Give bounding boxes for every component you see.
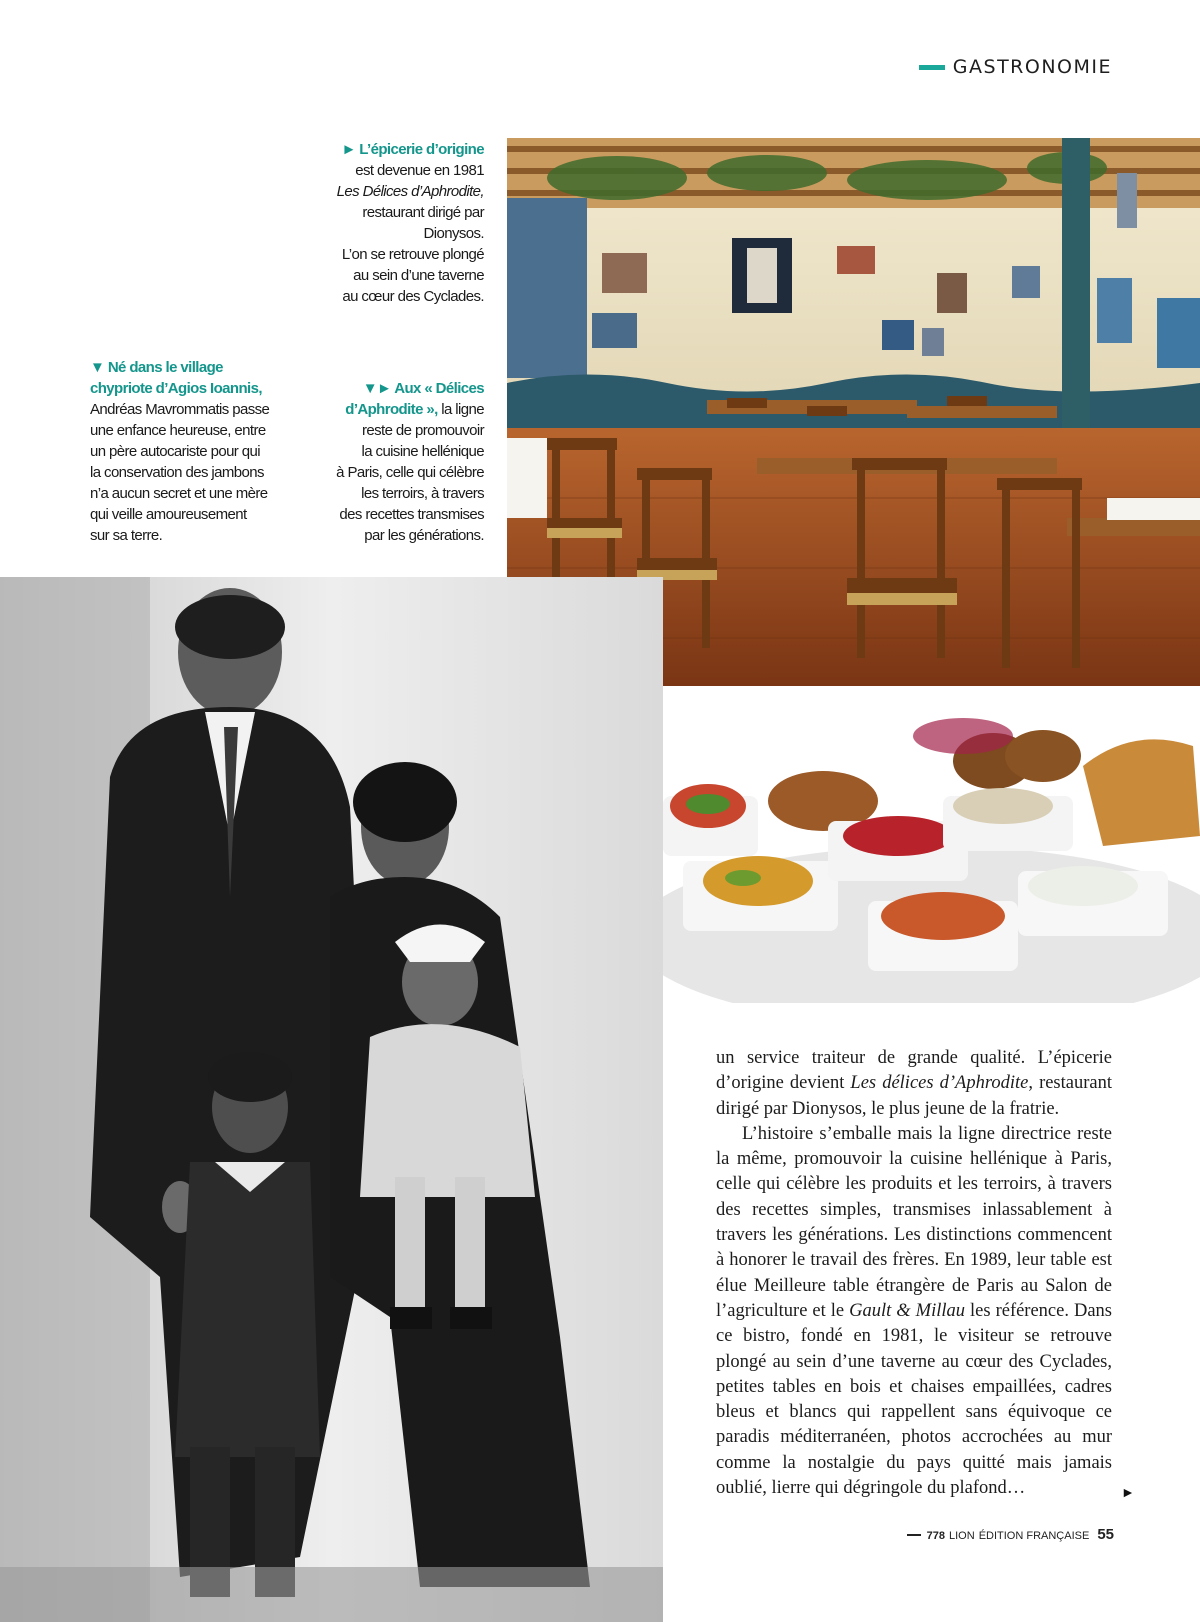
caption-line: les terroirs, à travers xyxy=(361,485,484,502)
issue-number: 778 xyxy=(926,1530,945,1542)
section-header xyxy=(919,56,1112,78)
mezze-photo xyxy=(663,686,1200,1003)
magazine-brand: LION xyxy=(949,1530,975,1542)
guide-name: Gault & Millau xyxy=(849,1300,966,1321)
caption-line: L’on se retrouve plongé xyxy=(341,246,484,263)
caption-line: la cuisine hellénique xyxy=(361,443,484,460)
article-paragraph xyxy=(716,1046,1112,1122)
caption-line: au cœur des Cyclades. xyxy=(342,288,484,305)
caption-delices-lead2: d’Aphrodite », xyxy=(345,401,438,418)
caption-line: un père autocariste pour qui xyxy=(90,443,260,460)
article-text: les référence. Dans ce bistro, fondé en 1981, le visiteur se retrouve plongé au sein d’une taverne au cœur des Cyclades, petites tables en bois et chaises empaillées, cadres bleus et blancs qui rappellent sans équivoque ce paradis méditerranéen, photos accrochées au mur comme la nostalgie du pays quitté mais jamais oublié, lierre qui dégringole du plafond… xyxy=(716,1300,1112,1499)
article-body xyxy=(716,1046,1112,1501)
caption-line: Dionysos. xyxy=(423,225,484,242)
caption-line: la conservation des jambons xyxy=(90,464,264,481)
page-footer xyxy=(907,1526,1114,1543)
family-photo xyxy=(0,577,663,1622)
caption-line: sur sa terre. xyxy=(90,527,163,544)
caption-line: est devenue en 1981 xyxy=(355,162,484,179)
caption-epicerie-lead: ► L’épicerie d’origine xyxy=(341,141,484,158)
caption-line: n’a aucun secret et une mère xyxy=(90,485,268,502)
caption-restaurant-title: Les Délices d’Aphrodite, xyxy=(336,183,484,200)
caption-line: qui veille amoureusement xyxy=(90,506,247,523)
continue-arrow-icon: ► xyxy=(1121,1484,1135,1500)
caption-line: reste de promouvoir xyxy=(362,422,484,439)
caption-line: par les générations. xyxy=(364,527,484,544)
caption-village-lead1: ▼ Né dans le village xyxy=(90,359,223,376)
article-paragraph xyxy=(716,1122,1112,1501)
caption-line: au sein d’une taverne xyxy=(353,267,484,284)
article-text: , restaurant dirigé par Dionysos, le plus jeune de la fratrie. xyxy=(716,1073,1112,1119)
section-title: GASTRONOMIE xyxy=(952,56,1112,78)
caption-line: à Paris, celle qui célèbre xyxy=(336,464,484,481)
article-text: L’histoire s’emballe mais la ligne directrice reste la même, promouvoir la cuisine hellénique à Paris, celle qui célèbre les produits et les terroirs, à travers des recettes simples, transmises inlassablement à travers les générations. Les distinctions commencent à honorer le travail des frères. En 1989, leur table est élue Meilleure table étrangère de Paris au Salon de l’agriculture et le xyxy=(716,1123,1112,1321)
caption-line: des recettes transmises xyxy=(339,506,484,523)
magazine-edition: ÉDITION FRANÇAISE xyxy=(978,1530,1090,1542)
caption-line: Andréas Mavrommatis passe xyxy=(90,401,270,418)
article-text: un service traiteur de grande qualité. L’épicerie d’origine devient xyxy=(716,1048,1112,1094)
restaurant-name: Les délices d’Aphrodite xyxy=(850,1073,1029,1094)
caption-delices-lead1: ▼► Aux « Délices xyxy=(362,380,484,397)
caption-line: restaurant dirigé par xyxy=(362,204,484,221)
section-bar xyxy=(919,65,945,70)
caption-village xyxy=(90,357,290,546)
caption-delices-tail: la ligne xyxy=(437,401,484,418)
footer-dash xyxy=(907,1534,921,1536)
caption-village-lead2: chypriote d’Agios Ioannis, xyxy=(90,380,262,397)
caption-delices xyxy=(300,378,484,546)
caption-epicerie xyxy=(300,139,484,307)
caption-line: une enfance heureuse, entre xyxy=(90,422,266,439)
page-number: 55 xyxy=(1097,1526,1114,1543)
